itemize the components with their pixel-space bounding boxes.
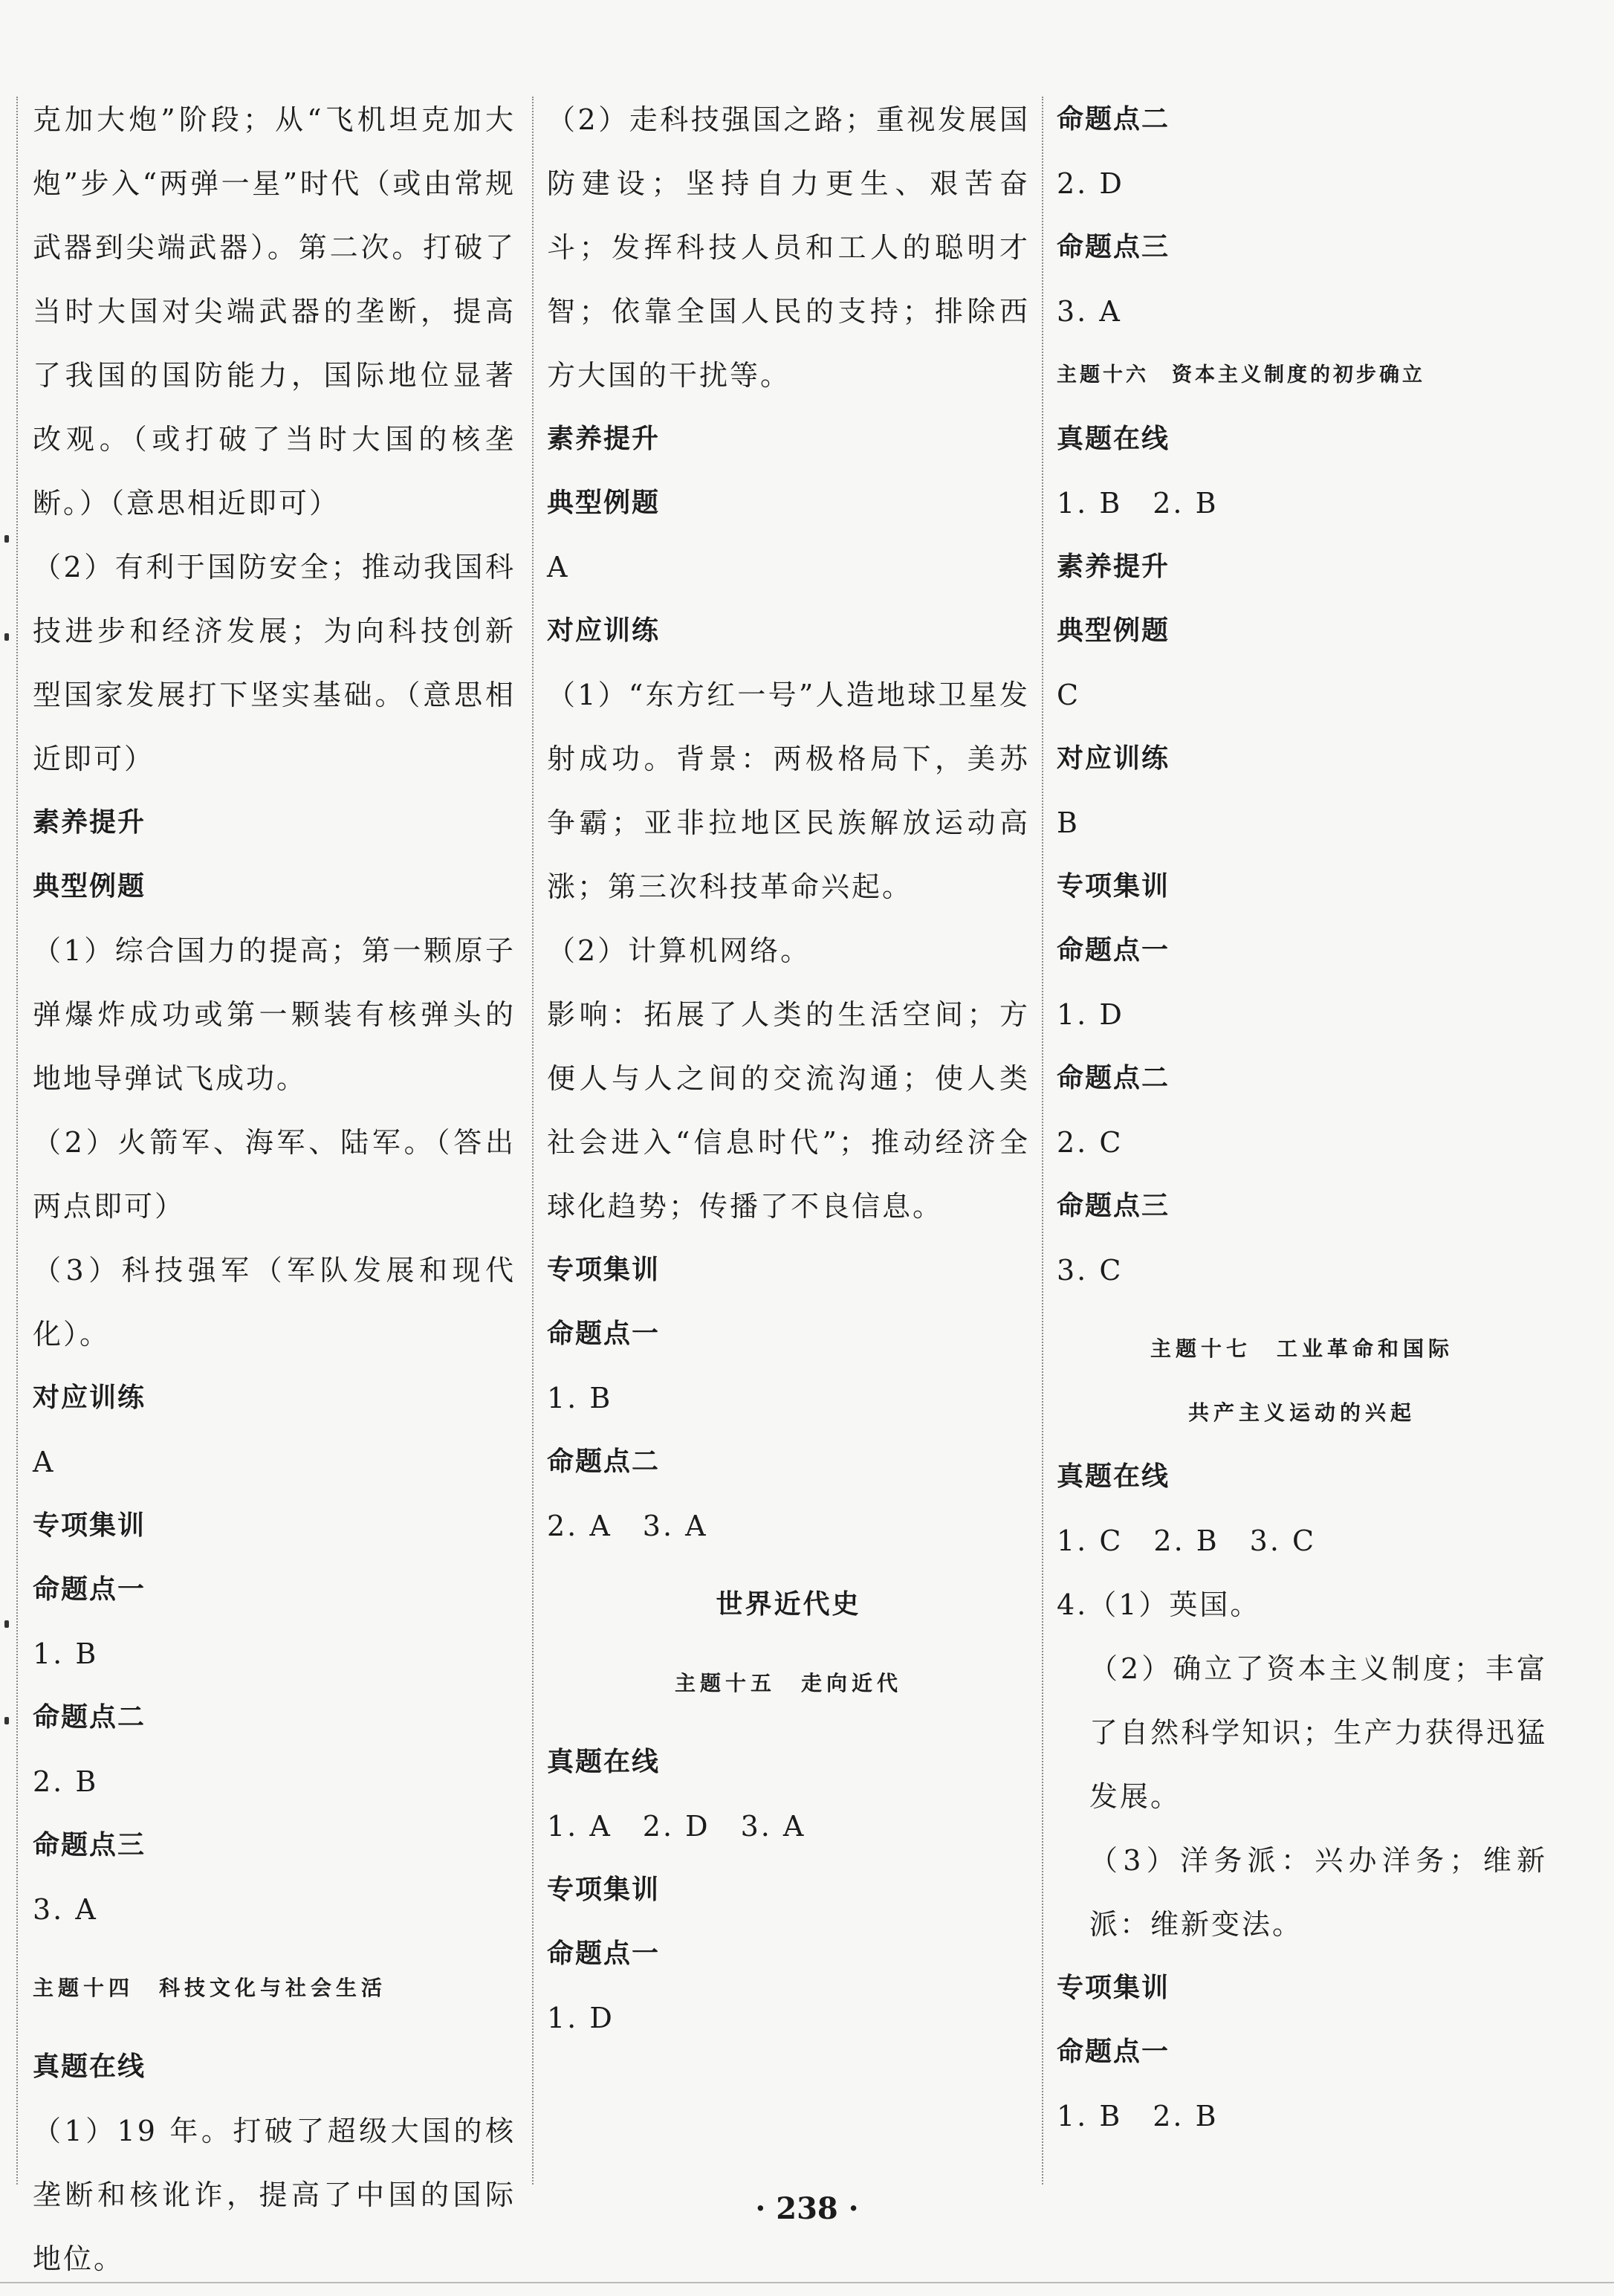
binding-mark	[4, 1620, 9, 1628]
answer-line: 2. D	[1057, 167, 1124, 200]
heading-duiying: 对应训练	[547, 615, 661, 646]
answer-line: 1. B 2. B	[1057, 487, 1219, 520]
heading-mingtidian-1: 命题点一	[1057, 2037, 1170, 2067]
binding-mark	[4, 535, 9, 543]
answer-paragraph: （2）计算机网络。	[547, 934, 811, 967]
answer-line: 1. D	[1057, 998, 1124, 1031]
heading-mingtidian-3: 命题点三	[33, 1830, 146, 1860]
topic-title-17-line2: 共产主义运动的兴起	[1187, 1400, 1416, 1425]
page-number: · 238 ·	[755, 2191, 859, 2226]
answer-paragraph: （2）走科技强国之路；重视发展国防建设；坚持自力更生、艰苦奋斗；发挥科技人员和工人的聪明才智；依靠全国人民的支持；排除西方大国的干扰等。	[547, 103, 1030, 392]
binding-mark	[4, 1717, 9, 1724]
heading-zhuanxiang: 专项集训	[547, 1255, 661, 1285]
answer-line: A	[33, 1446, 56, 1478]
heading-dianxing: 典型例题	[33, 871, 146, 902]
heading-mingtidian-1: 命题点一	[1057, 935, 1170, 966]
answer-line: 3. A	[1057, 295, 1122, 328]
answer-line: 1. C 2. B 3. C	[1057, 1524, 1317, 1557]
heading-dianxing: 典型例题	[1057, 615, 1170, 646]
section-title: 世界近代史	[716, 1589, 861, 1620]
answer-line: 4.（1）英国。	[1057, 1588, 1261, 1621]
heading-mingtidian-1: 命题点一	[547, 1938, 661, 1969]
left-margin-line	[16, 97, 18, 2185]
column-divider-1	[532, 97, 534, 2185]
heading-duiying: 对应训练	[1057, 743, 1170, 774]
heading-zhuanxiang: 专项集训	[547, 1875, 661, 1905]
answer-line: A	[547, 551, 570, 583]
answer-line: 3. A	[33, 1893, 98, 1926]
answer-paragraph: （2）火箭军、海军、陆军。（答出两点即可）	[33, 1126, 516, 1223]
heading-mingtidian-2: 命题点二	[1057, 1063, 1170, 1093]
heading-zhuanxiang: 专项集训	[1057, 1973, 1170, 2003]
column-1	[33, 88, 516, 2291]
heading-mingtidian-2: 命题点二	[547, 1446, 661, 1477]
heading-mingtidian-2: 命题点二	[33, 1702, 146, 1733]
column-2	[547, 88, 1030, 2050]
answer-paragraph: （3）科技强军（军队发展和现代化）。	[33, 1254, 516, 1351]
heading-suyang: 素养提升	[1057, 552, 1170, 582]
answer-line: C	[1057, 679, 1081, 711]
heading-zhenti: 真题在线	[1057, 1461, 1170, 1492]
answer-paragraph: （2）有利于国防安全；推动我国科技进步和经济发展；为向科技创新型国家发展打下坚实基础。（意思相近即可）	[33, 551, 516, 775]
topic-title-16: 主题十六 资本主义制度的初步确立	[1057, 363, 1425, 387]
answer-line: 1. B	[547, 1382, 613, 1414]
heading-suyang: 素养提升	[33, 807, 146, 838]
topic-title-15: 主题十五 走向近代	[674, 1671, 902, 1695]
heading-zhuanxiang: 专项集训	[1057, 871, 1170, 902]
column-3	[1057, 88, 1547, 2148]
answer-paragraph: （1）“东方红一号”人造地球卫星发射成功。背景：两极格局下，美苏争霸；亚非拉地区民族解放运动高涨；第三次科技革命兴起。	[547, 679, 1030, 903]
column-divider-2	[1042, 97, 1043, 2185]
topic-title-14: 主题十四 科技文化与社会生活	[33, 1976, 387, 2000]
answer-line: B	[1057, 806, 1080, 839]
answer-line: 3. C	[1057, 1254, 1124, 1287]
answer-line: 1. B 2. B	[1057, 2100, 1219, 2132]
heading-duiying: 对应训练	[33, 1383, 146, 1413]
answer-paragraph: 克加大炮”阶段；从“飞机坦克加大炮”步入“两弹一星”时代（或由常规武器到尖端武器）。第二次。打破了当时大国对尖端武器的垄断，提高了我国的国防能力，国际地位显著改观。（或打破了当时大国的核垄断。）（意思相近即可）	[33, 103, 516, 520]
heading-dianxing: 典型例题	[547, 488, 661, 518]
answer-paragraph: （2）确立了资本主义制度；丰富了自然科学知识；生产力获得迅猛发展。	[1089, 1652, 1547, 1813]
heading-suyang: 素养提升	[547, 424, 661, 454]
binding-mark	[4, 633, 9, 641]
heading-zhuanxiang: 专项集训	[33, 1510, 146, 1541]
answer-line: 2. A 3. A	[547, 1510, 708, 1542]
heading-zhenti: 真题在线	[33, 2051, 146, 2082]
answer-paragraph: 影响：拓展了人类的生活空间；方便人与人之间的交流沟通；使人类社会进入“信息时代”；推动经济全球化趋势；传播了不良信息。	[547, 998, 1030, 1223]
heading-mingtidian-1: 命题点一	[33, 1574, 146, 1605]
heading-mingtidian-3: 命题点三	[1057, 232, 1170, 262]
answer-line: 1. A 2. D 3. A	[547, 1810, 806, 1843]
answer-line: 1. D	[547, 2002, 615, 2034]
heading-zhenti: 真题在线	[547, 1747, 661, 1777]
bottom-rule	[0, 2282, 1614, 2283]
heading-zhenti: 真题在线	[1057, 424, 1170, 454]
heading-mingtidian-1: 命题点一	[547, 1319, 661, 1349]
answer-line: 2. B	[33, 1765, 99, 1798]
heading-mingtidian-2: 命题点二	[1057, 104, 1170, 135]
answer-line: 1. B	[33, 1637, 99, 1670]
answer-paragraph: （1）综合国力的提高；第一颗原子弹爆炸成功或第一颗装有核弹头的地地导弹试飞成功。	[33, 934, 516, 1095]
heading-mingtidian-3: 命题点三	[1057, 1191, 1170, 1221]
answer-paragraph: （1）19 年。打破了超级大国的核垄断和核讹诈，提高了中国的国际地位。	[33, 2115, 516, 2275]
topic-title-17-line1: 主题十七 工业革命和国际	[1150, 1336, 1453, 1361]
answer-paragraph: （3）洋务派：兴办洋务；维新派：维新变法。	[1089, 1844, 1547, 1941]
answer-line: 2. C	[1057, 1126, 1124, 1159]
